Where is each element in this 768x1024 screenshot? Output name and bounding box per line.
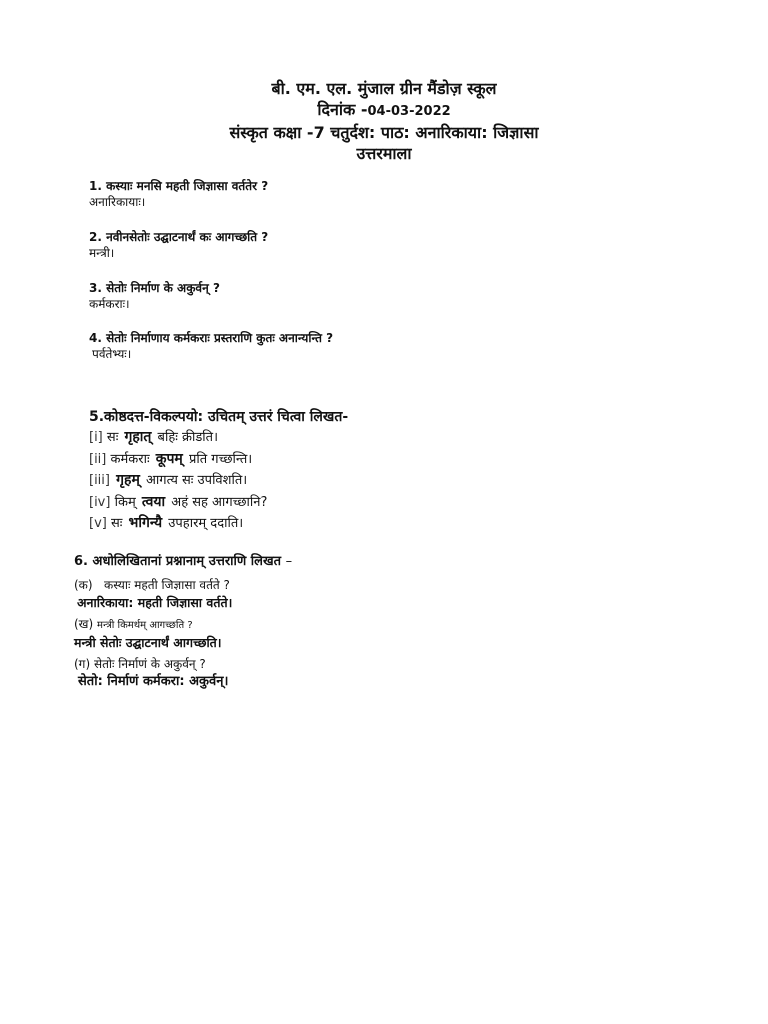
fill-in-item-3 <box>89 470 709 492</box>
document-header <box>0 78 768 164</box>
item-number: [i] <box>89 430 103 445</box>
short-question-2 <box>74 616 734 634</box>
date-label: दिनांक - <box>317 100 368 119</box>
title-text: अधोलिखितानां प्रश्नानाम् उत्तराणि लिखत <box>92 554 282 569</box>
date-value: 04-03-2022 <box>367 104 451 119</box>
item-pre: सः <box>106 430 119 445</box>
item-number: [iii] <box>89 473 110 488</box>
question-block-1 <box>89 178 689 210</box>
item-number: [iv] <box>89 494 111 510</box>
title-dash: – <box>285 554 293 569</box>
question-text: 4. सेतोः निर्माणाय कर्मकराः प्रस्तराणि कुतः अनान्यन्ति ? <box>89 331 334 345</box>
short-question-1 <box>74 577 734 594</box>
fill-in-item-2 <box>89 449 709 471</box>
question-text: कस्याः महती जिज्ञासा वर्तते ? <box>104 578 230 592</box>
item-number: [ii] <box>89 451 107 467</box>
question-text: 3. सेतोः निर्माण के अकुर्वन् ? <box>89 281 220 295</box>
short-answer-3: सेतो: निर्माणं कर्मकरा: अकुर्वन्। <box>78 674 229 689</box>
item-pre: किम् <box>114 494 136 510</box>
answer-text: अनारिकायाः। <box>89 195 146 209</box>
date-line <box>0 99 768 122</box>
item-answer: भगिन्यै <box>128 515 163 531</box>
item-number: [v] <box>89 516 107 531</box>
item-answer: गृहात् <box>124 429 152 445</box>
short-answer-title <box>74 552 734 572</box>
question-text: सेतोः निर्माणं के अकुर्वन् ? <box>93 657 206 671</box>
school-name: बी. एम. एल. मुंजाल ग्रीन मैंडोज़ स्कूल <box>271 79 497 98</box>
short-answer-1: अनारिकाया: महती जिज्ञासा वर्तते। <box>77 595 233 610</box>
answer-key-title: उत्तरमाला <box>356 144 412 163</box>
short-answer-2: मन्त्री सेतोः उद्घाटनार्थं आगच्छति। <box>74 635 222 650</box>
question-block-2 <box>89 229 689 261</box>
subject-line: संस्कृत कक्षा -7 चतुर्दश: पाठ: अनारिकाया: जिज्ञासा <box>229 123 539 142</box>
question-label: (ख) <box>74 617 94 631</box>
item-post: बहिः क्रीडति। <box>157 430 219 445</box>
item-answer: त्वया <box>141 493 166 510</box>
fill-in-item-1 <box>89 427 709 449</box>
question-label: (क) <box>74 578 93 592</box>
fill-in-section <box>89 407 709 535</box>
question-label: (ग) <box>74 657 91 671</box>
question-block-3 <box>89 280 689 312</box>
item-answer: कूपम् <box>155 450 183 467</box>
fill-in-item-5 <box>89 513 709 535</box>
question-text: 1. कस्याः मनसि महती जिज्ञासा वर्ततेर ? <box>89 179 269 193</box>
answer-text: मन्त्री। <box>89 246 115 260</box>
fill-in-title: 5.कोष्ठदत्त-विकल्पयो: उचितम् उत्तरं चित्वा लिखत- <box>89 409 349 425</box>
question-text: 2. नवीनसेतोः उद्घाटनार्थं कः आगच्छति ? <box>89 230 269 244</box>
item-answer: गृहम् <box>116 472 140 488</box>
short-question-3 <box>74 656 734 673</box>
item-pre: कर्मकराः <box>110 451 150 467</box>
item-post: उपहारम् ददाति। <box>168 516 244 531</box>
answer-text: पर्वतेभ्यः। <box>92 347 132 361</box>
fill-in-item-4 <box>89 492 709 514</box>
question-text: मन्त्री किमर्थम् आगच्छति ? <box>97 620 193 631</box>
question-block-4 <box>89 330 689 362</box>
short-answer-section <box>74 552 734 690</box>
item-pre: सः <box>110 516 123 531</box>
title-number: 6. <box>74 554 88 569</box>
item-post: प्रति गच्छन्ति। <box>188 451 253 467</box>
item-post: आगत्य सः उपविशति। <box>145 473 248 488</box>
item-post: अहं सह आगच्छानि? <box>171 494 268 510</box>
answer-text: कर्मकराः। <box>89 297 130 311</box>
